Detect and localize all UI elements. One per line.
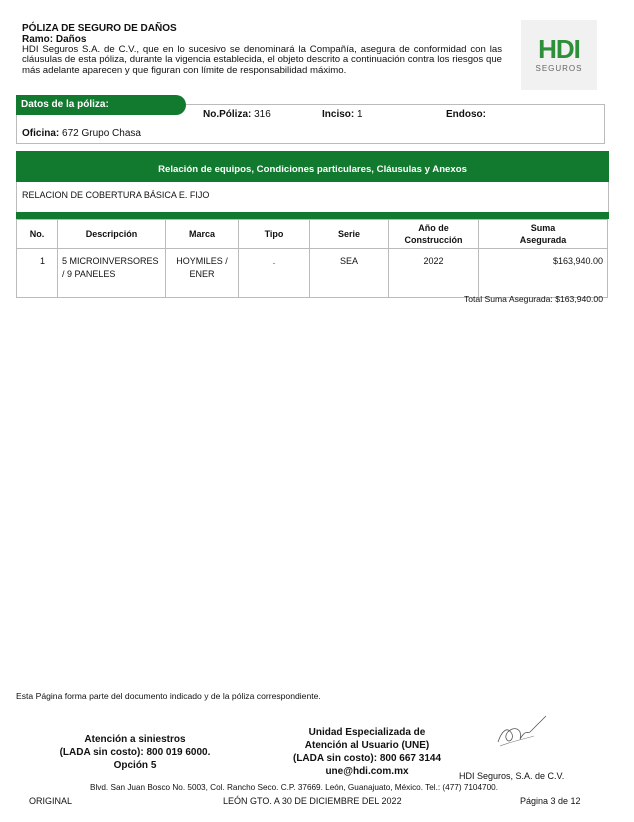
col-anio-l2: Construcción (404, 235, 463, 245)
col-descripcion: Descripción (58, 220, 166, 249)
col-tipo: Tipo (239, 220, 310, 249)
col-serie: Serie (310, 220, 389, 249)
relacion-heading: Relación de equipos, Condiciones particulares, Cláusulas y Anexos (16, 151, 609, 182)
col-no: No. (17, 220, 58, 249)
siniestros-line-2: (LADA sin costo): 800 019 6000. (59, 747, 211, 758)
cell-no: 1 (17, 249, 58, 298)
hdi-logo (521, 20, 597, 90)
inciso-label: Inciso: (322, 109, 355, 120)
col-anio-l1: Año de (418, 223, 449, 233)
footer-note: Esta Página forma parte del documento indicado y de la póliza correspondiente. (16, 691, 321, 701)
cell-suma: $163,940.00 (479, 249, 608, 298)
policy-number-value: 316 (254, 109, 271, 120)
equipment-table (16, 219, 608, 298)
original-label: ORIGINAL (29, 796, 73, 806)
col-suma-l2: Asegurada (519, 235, 567, 245)
intro-paragraph: HDI Seguros S.A. de C.V., que en lo sucesivo se denominará la Compañía, asegura de conformidad con las cláusulas de esta póliza, durante la vigencia establecida, el objeto descrito a continuación contra los riesgos que más adelante aparecen y que figuran con límite de responsabilidad máximo. (22, 44, 502, 76)
policy-data-tab: Datos de la póliza: (16, 95, 186, 115)
logo-text: HDI (538, 34, 580, 64)
green-divider (16, 212, 609, 219)
col-suma (479, 220, 608, 249)
col-marca: Marca (166, 220, 239, 249)
inciso-value: 1 (357, 109, 363, 120)
une-line-3: (LADA sin costo): 800 667 3144 (292, 753, 442, 764)
siniestros-line-1: Atención a siniestros (84, 734, 186, 745)
total-label: Total Suma Asegurada: (463, 294, 553, 304)
signature-icon (494, 712, 550, 752)
endoso-label: Endoso: (446, 109, 486, 120)
total-suma (464, 294, 603, 304)
policy-number (203, 109, 271, 120)
cell-serie: SEA (310, 249, 389, 298)
siniestros-block (50, 733, 220, 772)
ramo-label: Ramo: Daños (22, 34, 87, 45)
cell-tipo: . (239, 249, 310, 298)
table-row (17, 249, 608, 298)
cell-anio: 2022 (389, 249, 479, 298)
logo-subtext: SEGUROS (535, 64, 583, 73)
oficina (22, 128, 141, 139)
une-line-2: Atención al Usuario (UNE) (304, 740, 430, 751)
document-title: PÓLIZA DE SEGURO DE DAÑOS (22, 23, 177, 34)
policy-number-label: No.Póliza: (203, 109, 252, 120)
col-anio (389, 220, 479, 249)
oficina-label: Oficina: (22, 128, 60, 139)
inciso (322, 109, 363, 120)
une-block (282, 726, 452, 778)
siniestros-line-3: Opción 5 (113, 760, 157, 771)
company-address: Blvd. San Juan Bosco No. 5003, Col. Rancho Seco. C.P. 37669. León, Guanajuato, México. Tel.: (477) 7104700. (90, 783, 498, 792)
col-suma-l1: Suma (530, 223, 556, 233)
total-value: $163,940.00 (555, 294, 603, 304)
table-header-row (17, 220, 608, 249)
oficina-value: 672 Grupo Chasa (62, 128, 141, 139)
cobertura-text: RELACION DE COBERTURA BÁSICA E. FIJO (22, 190, 210, 200)
page-number: Página 3 de 12 (520, 796, 581, 806)
une-line-1: Unidad Especializada de (308, 727, 426, 738)
une-line-4: une@hdi.com.mx (325, 766, 409, 777)
cell-descripcion: 5 MICROINVERSORES / 9 PANELES (58, 249, 166, 298)
date-place: LEÓN GTO. A 30 DE DICIEMBRE DEL 2022 (223, 796, 402, 806)
cell-marca: HOYMILES / ENER (166, 249, 239, 298)
company-name: HDI Seguros, S.A. de C.V. (459, 771, 565, 781)
